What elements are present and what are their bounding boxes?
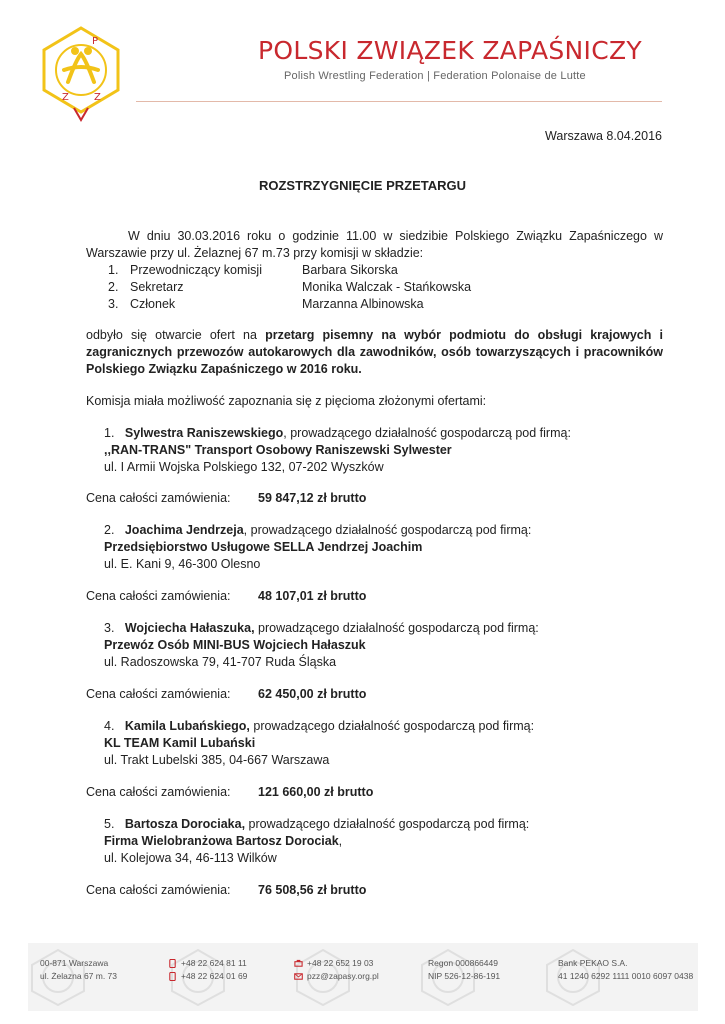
footer-address: 00-871 Warszawa ul. Żelazna 67 m. 73 [40,958,118,981]
tender-subject: przetarg pisemny na wybór podmiotu do obsługi krajowych i zagranicznych przewozów autokarowych dla zawodników, osób towarzyszących i pracowników Polskiego Związku Zapaśniczego w 2016 roku. [86,328,663,376]
offer-person: Bartosza Dorociaka, [124,817,246,831]
header-divider [136,101,662,102]
offer-price-row [86,490,366,507]
member-role: Sekretarz [130,280,184,294]
footer-phones [168,957,247,983]
price-label: Cena całości zamówienia: [86,589,231,603]
member-number: 1. [108,263,119,277]
footer-bank: Bank PEKAO S.A. 41 1240 6292 1111 0010 6097 0438 [558,958,694,981]
offer-item [104,425,664,476]
price-value: 59 847,12 zł brutto [258,491,367,505]
offer-price-row [86,784,373,801]
org-subtitle: Polish Wrestling Federation | Federation Polonaise de Lutte [284,70,586,82]
offer-address: ul. I Armii Wojska Polskiego 132, 07-202 Wyszków [104,460,384,474]
document-date: Warszawa 8.04.2016 [545,129,662,143]
price-value: 48 107,01 zł brutto [258,589,367,603]
offer-company: ,,RAN-TRANS" Transport Osobowy Raniszewski Sylwester [104,443,452,457]
offer-address: ul. Kolejowa 34, 46-113 Wilków [104,851,277,865]
price-label: Cena całości zamówienia: [86,687,231,701]
offer-company: Firma Wielobranżowa Bartosz Dorociak [104,834,339,848]
intro-paragraph: W dniu 30.03.2016 roku o godzinie 11.00 w siedzibie Polskiego Związku Zapaśniczego w Warszawie przy ul. Żelaznej 67 m.73 przy komisji w składzie: [86,229,663,260]
footer-fax: +48 22 652 19 03 [307,958,374,968]
letterhead-footer [28,943,698,1011]
email-icon [294,972,303,981]
offer-company: Przedsiębiorstwo Usługowe SELLA Jendrzej Joachim [104,540,423,554]
member-role: Członek [130,297,176,311]
offer-item [104,718,664,769]
offer-address: ul. Radoszowska 79, 41-707 Ruda Śląska [104,655,337,669]
footer-registry: Regon 000866449 NIP 526-12-86-191 [428,958,501,981]
price-label: Cena całości zamówienia: [86,785,231,799]
offer-number: 1. [104,426,115,440]
document-title: ROZSTRZYGNIĘCIE PRZETARGU [258,178,467,193]
price-value: 76 508,56 zł brutto [258,883,367,897]
logo-letter-z1: Z [62,92,69,103]
offer-person-suffix: prowadzącego działalność gospodarczą pod firmą: [249,719,535,733]
offer-item [104,620,664,671]
offer-number: 2. [104,523,115,537]
offer-person-suffix: prowadzącego działalność gospodarczą pod firmą: [245,817,530,831]
phone-icon [168,959,177,968]
footer-email[interactable]: pzz@zapasy.org.pl [307,971,379,981]
committee-list [108,262,568,313]
offer-person-suffix: prowadzącego działalność gospodarczą pod firmą: [254,621,539,635]
footer-fax-email [294,957,379,983]
offer-company: Przewóz Osób MINI-BUS Wojciech Hałaszuk [104,638,366,652]
offer-address: ul. E. Kani 9, 46-300 Olesno [104,557,261,571]
committee-member [108,262,568,279]
offer-company-suffix: , [338,834,343,848]
committee-member [108,296,568,313]
offer-person: Joachima Jendrzeja [124,523,244,537]
offer-price-row [86,588,366,605]
offer-price-row [86,882,366,899]
committee-member [108,279,568,296]
opening-paragraph [86,327,663,378]
offer-price-row [86,686,366,703]
logo-letter-p: P [92,36,99,47]
offer-person: Kamila Lubańskiego, [124,719,250,733]
pzz-logo [38,24,124,124]
offer-person-suffix: , prowadzącego działalność gospodarczą pod firmą: [283,426,571,440]
member-number: 3. [108,297,119,311]
price-value: 121 660,00 zł brutto [258,785,374,799]
offer-item [104,522,664,573]
member-name: Marzanna Albinowska [302,297,424,311]
footer-phone-1: +48 22 624 81 11 [181,958,247,968]
member-number: 2. [108,280,119,294]
footer-phone-2: +48 22 624 01 69 [181,971,248,981]
offer-address: ul. Trakt Lubelski 385, 04-667 Warszawa [104,753,330,767]
member-name: Barbara Sikorska [302,263,398,277]
price-value: 62 450,00 zł brutto [258,687,367,701]
offer-item [104,816,664,867]
offer-person: Wojciecha Hałaszuka, [124,621,255,635]
offer-person-suffix: , prowadzącego działalność gospodarczą pod firmą: [243,523,532,537]
member-role: Przewodniczący komisji [130,263,262,277]
member-name: Monika Walczak - Stańkowska [302,280,472,294]
offer-number: 3. [104,621,115,635]
opening-text: odbyło się otwarcie ofert na [86,328,266,342]
org-name: POLSKI ZWIĄZEK ZAPAŚNICZY [258,36,642,65]
price-label: Cena całości zamówienia: [86,883,231,897]
offer-person: Sylwestra Raniszewskiego [124,426,284,440]
fax-icon [294,959,303,968]
offer-company: KL TEAM Kamil Lubański [104,736,256,750]
price-label: Cena całości zamówienia: [86,491,231,505]
offer-number: 4. [104,719,115,733]
offer-number: 5. [104,817,115,831]
phone-icon [168,972,177,981]
logo-letter-z2: Z [94,92,101,103]
offers-intro: Komisja miała możliwość zapoznania się z pięcioma złożonymi ofertami: [86,394,487,408]
